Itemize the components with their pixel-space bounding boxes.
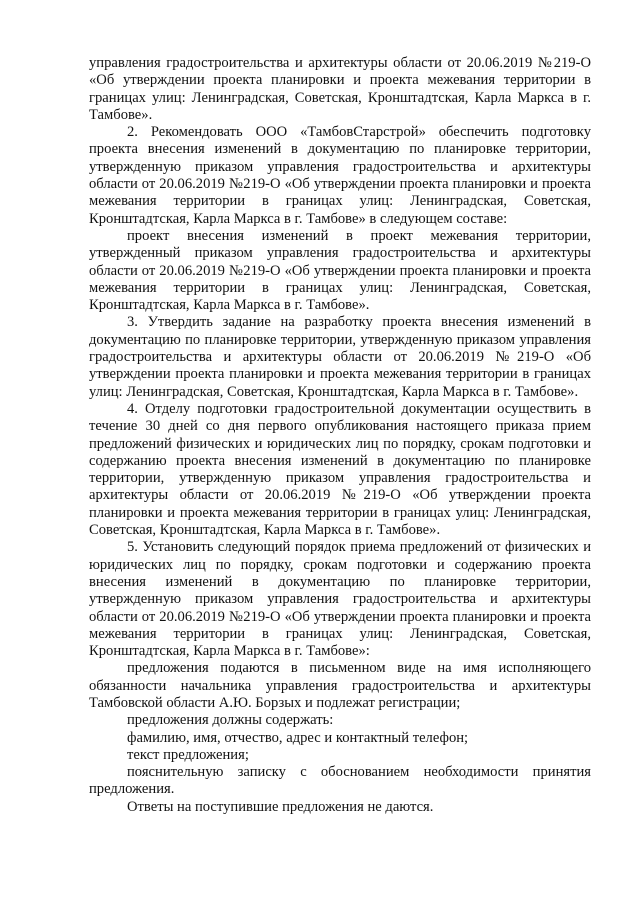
- paragraph-item-5-contact: фамилию, имя, отчество, адрес и контактный телефон;: [127, 729, 469, 746]
- paragraph-item-2-composition: проект внесения изменений в проект межевания территории, утвержденный приказом управления градостроительства и архитектуры области от 20.06.2019 №219-О «Об утверждении проекта планировки и проекта межевания территории в границах улиц: Ленинградская, Советская, Кронштадтская, Карла Маркса в г. Тамбове».: [89, 227, 591, 314]
- paragraph-item-4: 4. Отделу подготовки градостроительной документации осуществить в течение 30 дней со дня первого опубликования настоящего приказа прием предложений физических и юридических лиц по порядку, срокам подготовки и содержанию проекта внесения изменений в документацию по планировке территории, утвержденную приказом управления градостроительства и архитектуры области от 20.06.2019 №219-О «Об утверждении проекта планировки и проекта межевания территории в границах улиц: Ленинградская, Советская, Кронштадтская, Карла Маркса в г. Тамбове».: [89, 400, 591, 539]
- paragraph-item-5-text: текст предложения;: [127, 746, 249, 763]
- paragraph-item-5-note: пояснительную записку с обоснованием необходимости принятия предложения.: [89, 764, 591, 798]
- paragraph-item-3: 3. Утвердить задание на разработку проекта внесения изменений в документацию по планировке территории, утвержденную приказом управления градостроительства и архитектуры области от 20.06.2019 №219-О «Об утверждении проекта планировки и проекта межевания территории в границах улиц: Ленинградская, Советская, Кронштадтская, Карла Маркса в г. Тамбове».: [89, 314, 591, 400]
- paragraph-item-5: 5. Установить следующий порядок приема предложений от физических и юридических лиц по порядку, срокам подготовки и содержанию проекта внесения изменений в документацию по планировке территории, утвержденную приказом управления градостроительства и архитектуры области от 20.06.2019 №219-О «Об утверждении проекта планировки и проекта межевания территории в границах улиц: Ленинградская, Советская, Кронштадтская, Карла Маркса в г. Тамбове»:: [89, 539, 591, 660]
- paragraph-item-6: Ответы на поступившие предложения не даются.: [127, 798, 434, 815]
- document-body: [89, 55, 591, 816]
- paragraph-item-2: 2. Рекомендовать ООО «ТамбовСтарстрой» обеспечить подготовку проекта внесения изменений в документацию по планировке территории, утвержденную приказом управления градостроительства и архитектуры области от 20.06.2019 №219-О «Об утверждении проекта планировки и проекта межевания территории в границах улиц: Ленинградская, Советская, Кронштадтская, Карла Маркса в г. Тамбове» в следующем составе:: [89, 124, 591, 227]
- paragraph-item-5-contents: предложения должны содержать:: [127, 712, 334, 729]
- paragraph-continuation: управления градостроительства и архитектуры области от 20.06.2019 №219-О «Об утверждении проекта планировки и проекта межевания территории в границах улиц: Ленинградская, Советская, Кронштадтская, Карла Маркса в г. Тамбове».: [89, 55, 591, 123]
- paragraph-item-5-submission: предложения подаются в письменном виде на имя исполняющего обязанности начальника управления градостроительства и архитектуры Тамбовской области А.Ю. Борзых и подлежат регистрации;: [89, 660, 591, 711]
